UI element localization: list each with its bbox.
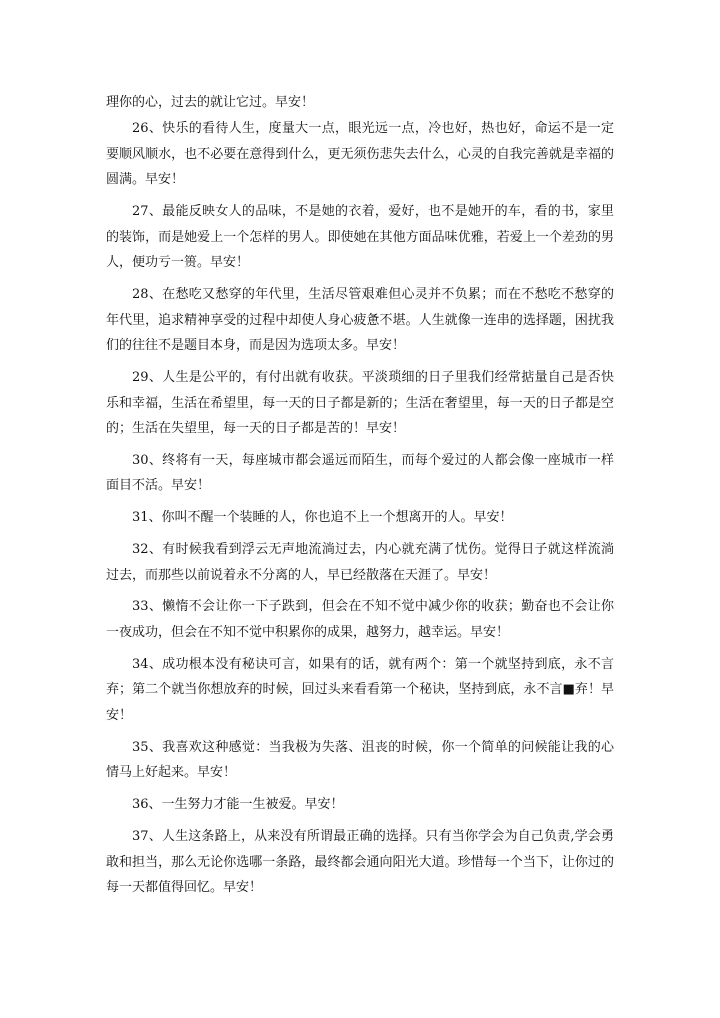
entry-30: 30、终将有一天，每座城市都会遥远而陌生，而每个爱过的人都会像一座城市一样面目不活。早安！	[106, 452, 614, 494]
entry-37: 37、人生这条路上，从来没有所谓最正确的选择。只有当你学会为自己负责,学会勇敢和担当，那么无论你选哪一条路，最终都会通向阳光大道。珍惜每一个当下，让你过的每一天都值得回忆。早安！	[106, 828, 614, 896]
entry-34: 34、成功根本没有秘诀可言，如果有的话，就有两个：第一个就坚持到底，永不言弃；第二个就当你想放弃的时候，回过头来看看第一个秘诀，坚持到底，永不言■弃！早安！	[106, 656, 614, 723]
entry-33: 33、懒惰不会让你一下子跌到，但会在不知不觉中减少你的收获；勤奋也不会让你一夜成功，但会在不知不觉中积累你的成果，越努力，越幸运。早安！	[106, 599, 614, 640]
entry-29: 29、人生是公平的，有付出就有收获。平淡琐细的日子里我们经常掂量自己是否快乐和幸福，生活在希望里，每一天的日子都是新的；生活在奢望里，每一天的日子都是空的；生活在失望里，每一天的日子都是苦的！早安！	[106, 369, 614, 437]
entry-32: 32、有时候我看到浮云无声地流淌过去，内心就充满了忧伤。觉得日子就这样流淌过去，而那些以前说着永不分离的人，早已经散落在天涯了。早安！	[106, 542, 614, 583]
entry-26: 26、快乐的看待人生，度量大一点，眼光远一点，冷也好，热也好，命运不是一定要顺风顺水，也不必要在意得到什么，更无须伤悲失去什么，心灵的自我完善就是幸福的圆满。早安！	[106, 121, 614, 188]
lead-line: 理你的心，过去的就让它过。早安！	[106, 95, 315, 110]
entry-27: 27、最能反映女人的品味，不是她的衣着，爱好，也不是她开的车，看的书，家里的装饰，而是她爱上一个怎样的男人。即使她在其他方面品味优雅，若爱上一个差劲的男人，便功亏一篑。早安！	[106, 203, 614, 271]
entry-28: 28、在愁吃又愁穿的年代里，生活尽管艰难但心灵并不负累；而在不愁吃不愁穿的年代里，追求精神享受的过程中却使人身心疲惫不堪。人生就像一连串的选择题，困扰我们的往往不是题目本身，而是因为选项太多。早安！	[106, 286, 614, 354]
entry-list	[106, 116, 614, 907]
entry-36: 36、一生努力才能一生被爱。早安！	[132, 797, 344, 813]
entry-35: 35、我喜欢这种感觉：当我极为失落、沮丧的时候，你一个简单的问候能让我的心情马上好起来。早安！	[106, 739, 614, 781]
entry-31: 31、你叫不醒一个装睡的人，你也追不上一个想离开的人。早安！	[132, 510, 513, 526]
